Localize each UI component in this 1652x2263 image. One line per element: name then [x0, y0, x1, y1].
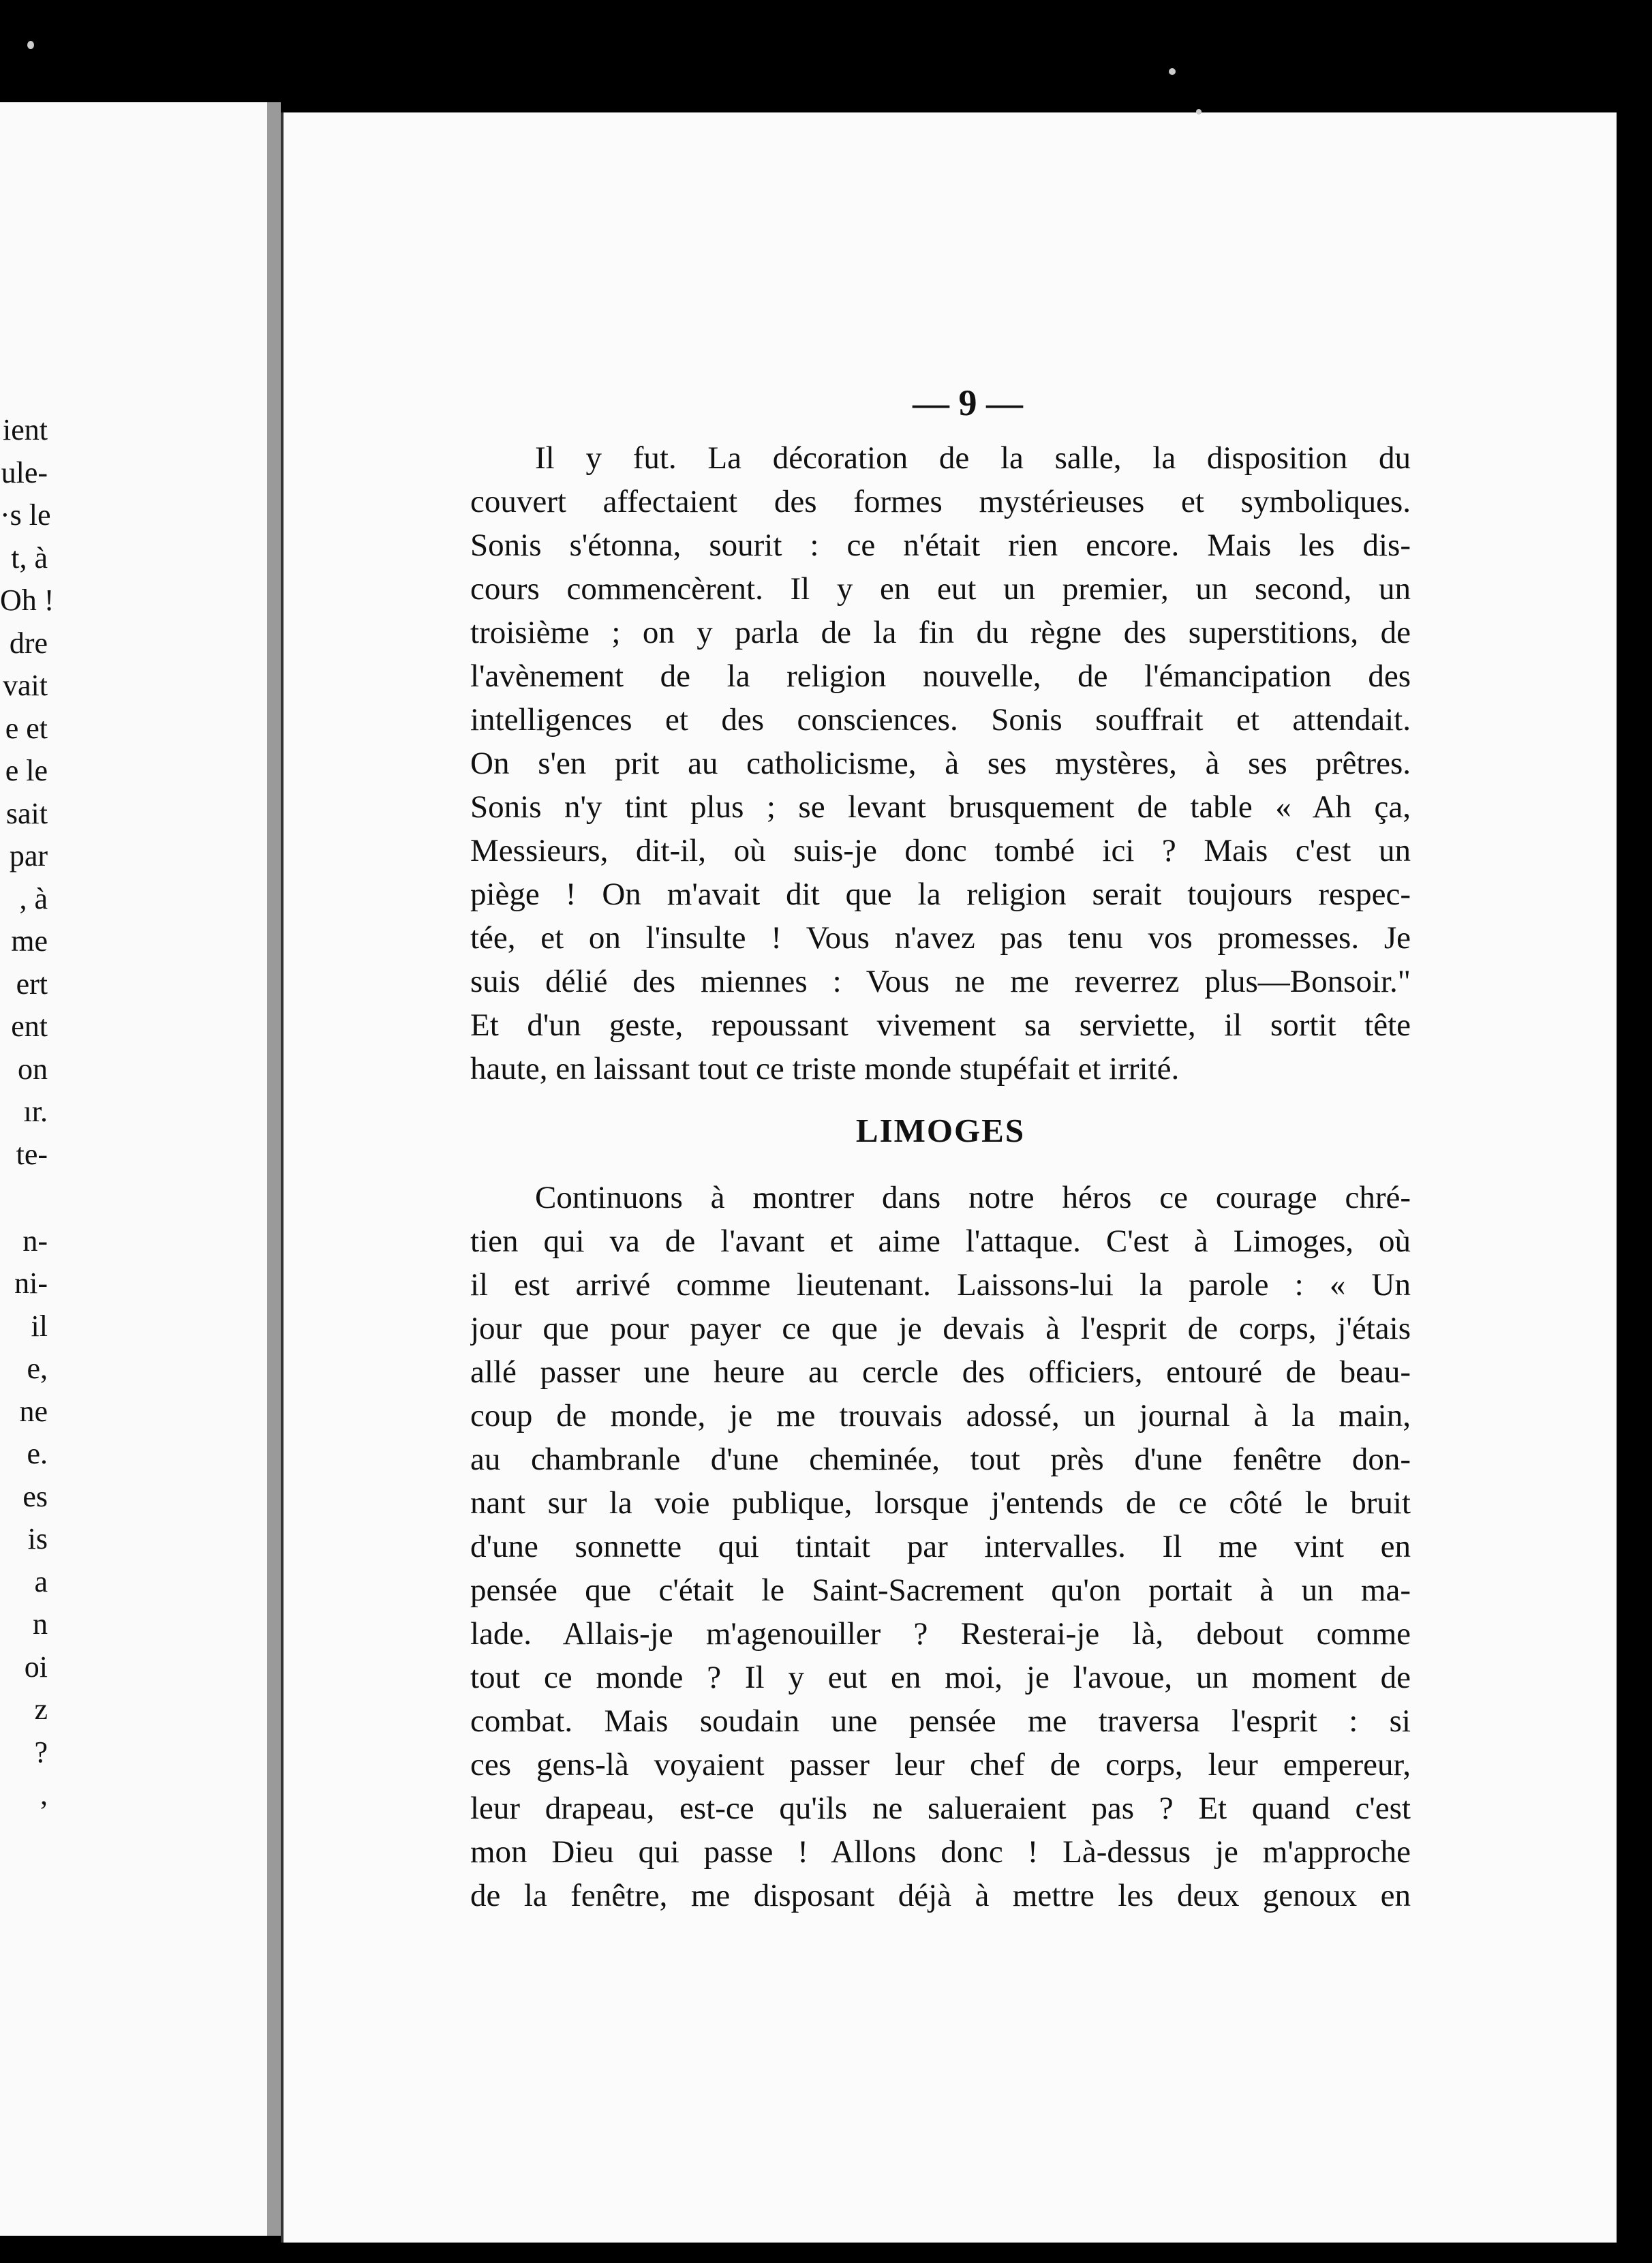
- text-line: Sonis s'étonna, sourit : ce n'était rien encore. Mais les dis-: [470, 528, 1411, 563]
- section-heading: LIMOGES: [855, 1112, 1026, 1149]
- text-line: au chambranle d'une cheminée, tout près d'une fenêtre don-: [470, 1442, 1411, 1477]
- left-margin-fragment: oi: [24, 1650, 48, 1684]
- right-page-edge-shadow: [1617, 112, 1652, 2243]
- text-line: combat. Mais soudain une pensée me traversa l'esprit : si: [470, 1703, 1411, 1739]
- text-line: allé passer une heure au cercle des officiers, entouré de beau-: [470, 1354, 1411, 1390]
- left-margin-fragment: sait: [5, 797, 48, 830]
- text-line: couvert affectaient des formes mystérieuses et symboliques.: [470, 484, 1411, 519]
- left-margin-fragment: ,: [40, 1778, 48, 1811]
- left-margin-fragment: e le: [5, 754, 48, 787]
- left-margin-fragment: dre: [9, 626, 48, 660]
- dust-speck: [27, 41, 34, 49]
- text-line: lade. Allais-je m'agenouiller ? Resterai-je là, debout comme: [470, 1616, 1411, 1652]
- left-margin-fragment: , à: [19, 882, 48, 915]
- text-line: On s'en prit au catholicisme, à ses mystères, à ses prêtres.: [470, 746, 1411, 781]
- text-line: coup de monde, je me trouvais adossé, un journal à la main,: [470, 1398, 1411, 1433]
- text-line: piège ! On m'avait dit que la religion serait toujours respec-: [470, 877, 1411, 912]
- left-margin-fragment: n-: [22, 1224, 48, 1258]
- left-margin-fragment: ?: [34, 1735, 48, 1769]
- text-line: suis délié des miennes : Vous ne me reverrez plus—Bonsoir.": [470, 964, 1411, 999]
- left-margin-fragment: te-: [16, 1138, 48, 1171]
- left-margin-fragment: es: [22, 1480, 48, 1513]
- text-line: intelligences et des consciences. Sonis souffrait et attendait.: [470, 702, 1411, 738]
- text-line: Continuons à montrer dans notre héros ce courage chré-: [535, 1180, 1411, 1215]
- left-margin-fragment: ne: [19, 1395, 48, 1428]
- text-line: haute, en laissant tout ce triste monde stupéfait et irrité.: [470, 1051, 1180, 1087]
- text-line: Sonis n'y tint plus ; se levant brusquement de table « Ah ça,: [470, 789, 1411, 825]
- text-line: leur drapeau, est-ce qu'ils ne salueraient pas ? Et quand c'est: [470, 1791, 1411, 1826]
- left-margin-fragment: ert: [16, 967, 48, 1001]
- page-number: — 9 —: [913, 382, 1023, 423]
- left-margin-fragment: ·s le: [0, 498, 51, 532]
- left-margin-fragment: ni-: [14, 1266, 48, 1300]
- book-gutter: [267, 102, 281, 2236]
- left-margin-fragment: on: [18, 1052, 48, 1086]
- text-line: Et d'un geste, repoussant vivement sa serviette, il sortit tête: [470, 1007, 1411, 1043]
- left-margin-fragment: z: [34, 1692, 48, 1726]
- left-margin-fragment: t, à: [11, 541, 48, 575]
- text-line: pensée que c'était le Saint-Sacrement qu'on portait à un ma-: [470, 1573, 1411, 1608]
- text-line: troisième ; on y parla de la fin du règne des superstitions, de: [470, 615, 1411, 650]
- left-margin-fragment: il: [31, 1309, 48, 1343]
- left-margin-fragment: Oh !: [0, 583, 55, 617]
- text-line: d'une sonnette qui tintait par intervalles. Il me vint en: [470, 1529, 1411, 1564]
- text-line: ces gens-là voyaient passer leur chef de corps, leur empereur,: [470, 1747, 1411, 1782]
- left-margin-fragment: ır.: [23, 1095, 48, 1128]
- text-line: jour que pour payer ce que je devais à l'esprit de corps, j'étais: [470, 1311, 1411, 1346]
- left-margin-fragment: par: [9, 839, 48, 872]
- left-margin-fragment: e et: [5, 712, 48, 745]
- text-line: de la fenêtre, me disposant déjà à mettre les deux genoux en: [470, 1878, 1411, 1913]
- left-page-edge: [0, 102, 267, 2236]
- text-line: tien qui va de l'avant et aime l'attaque. C'est à Limoges, où: [470, 1224, 1411, 1259]
- text-line: Messieurs, dit-il, où suis-je donc tombé ici ? Mais c'est un: [470, 833, 1411, 868]
- left-margin-fragment: n: [33, 1607, 48, 1641]
- text-line: nant sur la voie publique, lorsque j'entends de ce côté le bruit: [470, 1485, 1411, 1521]
- text-line: cours commencèrent. Il y en eut un premier, un second, un: [470, 571, 1411, 607]
- text-line: tout ce monde ? Il y eut en moi, je l'avoue, un moment de: [470, 1660, 1411, 1695]
- left-margin-fragment: a: [34, 1565, 48, 1598]
- dust-speck: [1169, 68, 1176, 75]
- text-line: mon Dieu qui passe ! Allons donc ! Là-dessus je m'approche: [470, 1834, 1411, 1870]
- dust-speck: [1196, 109, 1202, 115]
- text-line: il est arrivé comme lieutenant. Laissons-lui la parole : « Un: [470, 1267, 1411, 1303]
- left-margin-fragment: e.: [27, 1437, 48, 1470]
- left-margin-fragment: vait: [3, 669, 48, 702]
- left-margin-fragment: is: [27, 1522, 48, 1555]
- left-margin-fragment: ule-: [1, 456, 48, 489]
- left-margin-fragment: me: [11, 924, 48, 958]
- text-line: l'avènement de la religion nouvelle, de l'émancipation des: [470, 658, 1411, 694]
- left-margin-fragment: ient: [3, 413, 48, 446]
- left-margin-fragment: ent: [11, 1009, 48, 1043]
- left-margin-fragment: e,: [27, 1352, 48, 1385]
- text-line: Il y fut. La décoration de la salle, la disposition du: [535, 440, 1411, 476]
- text-line: tée, et on l'insulte ! Vous n'avez pas tenu vos promesses. Je: [470, 920, 1411, 956]
